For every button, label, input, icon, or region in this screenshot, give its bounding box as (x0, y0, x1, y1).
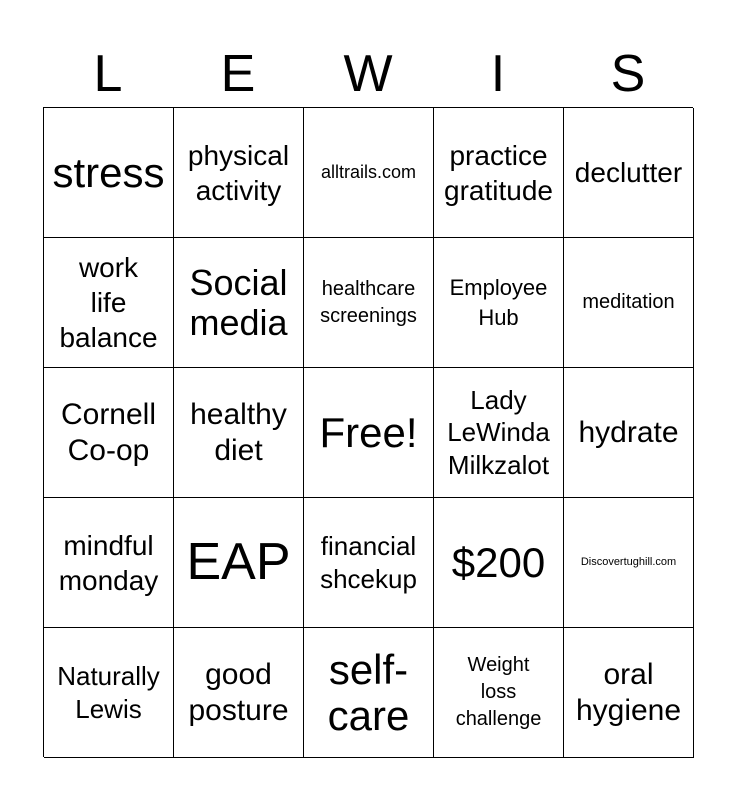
bingo-cell[interactable] (304, 238, 434, 368)
cell-label: oral hygiene (575, 657, 682, 727)
header-letter-i: I (490, 45, 506, 103)
bingo-grid (43, 107, 693, 757)
bingo-cell[interactable] (304, 498, 434, 628)
bingo-cell[interactable] (434, 498, 564, 628)
cell-label: Social media (189, 261, 288, 343)
cell-label: healthy diet (190, 397, 287, 467)
cell-label: Cornell Co-op (60, 397, 157, 467)
cell-label: meditation (582, 291, 675, 313)
cell-label: hydrate (578, 415, 679, 449)
cell-label: self- care (327, 646, 410, 739)
bingo-cell[interactable] (564, 238, 694, 368)
header-letter-s: S (610, 45, 646, 103)
bingo-cell[interactable] (564, 498, 694, 628)
cell-label: stress (52, 148, 165, 196)
bingo-cell[interactable] (174, 368, 304, 498)
bingo-cell[interactable] (44, 368, 174, 498)
cell-label: good posture (188, 657, 289, 727)
cell-label: Naturally Lewis (57, 661, 160, 724)
cell-label: EAP (186, 533, 291, 592)
bingo-cell[interactable] (434, 238, 564, 368)
bingo-cell[interactable] (174, 108, 304, 238)
bingo-cell[interactable] (304, 368, 434, 498)
bingo-cell[interactable] (174, 628, 304, 758)
bingo-cell[interactable] (174, 238, 304, 368)
bingo-cell[interactable] (44, 628, 174, 758)
bingo-cell[interactable] (434, 628, 564, 758)
cell-label: mindful monday (58, 529, 159, 596)
bingo-cell[interactable] (434, 368, 564, 498)
cell-label: $200 (451, 538, 546, 586)
bingo-cell[interactable] (44, 498, 174, 628)
bingo-cell[interactable] (44, 108, 174, 238)
header-letter-l: L (93, 45, 123, 103)
cell-label: financial shcekup (320, 531, 417, 594)
bingo-header (43, 40, 693, 108)
header-letter-e: E (220, 45, 256, 103)
header-letter-w: W (343, 45, 393, 103)
cell-label: physical activity (187, 139, 290, 206)
bingo-cell[interactable] (564, 108, 694, 238)
cell-label: Discovertughill.com (580, 555, 677, 568)
bingo-cell[interactable] (564, 628, 694, 758)
cell-label: Lady LeWinda Milkzalot (447, 384, 550, 480)
cell-label: declutter (574, 157, 683, 188)
bingo-cell[interactable] (434, 108, 564, 238)
bingo-cell[interactable] (174, 498, 304, 628)
cell-label: Weight loss challenge (455, 654, 542, 730)
bingo-cell[interactable] (44, 238, 174, 368)
cell-label: alltrails.com (320, 161, 417, 182)
bingo-cell[interactable] (564, 368, 694, 498)
cell-label: Employee Hub (449, 274, 548, 330)
cell-label: healthcare screenings (320, 277, 417, 327)
cell-label: practice gratitude (444, 139, 553, 206)
bingo-cell[interactable] (304, 628, 434, 758)
bingo-cell[interactable] (304, 108, 434, 238)
cell-label: work life balance (59, 252, 158, 353)
cell-label: Free! (319, 408, 418, 456)
